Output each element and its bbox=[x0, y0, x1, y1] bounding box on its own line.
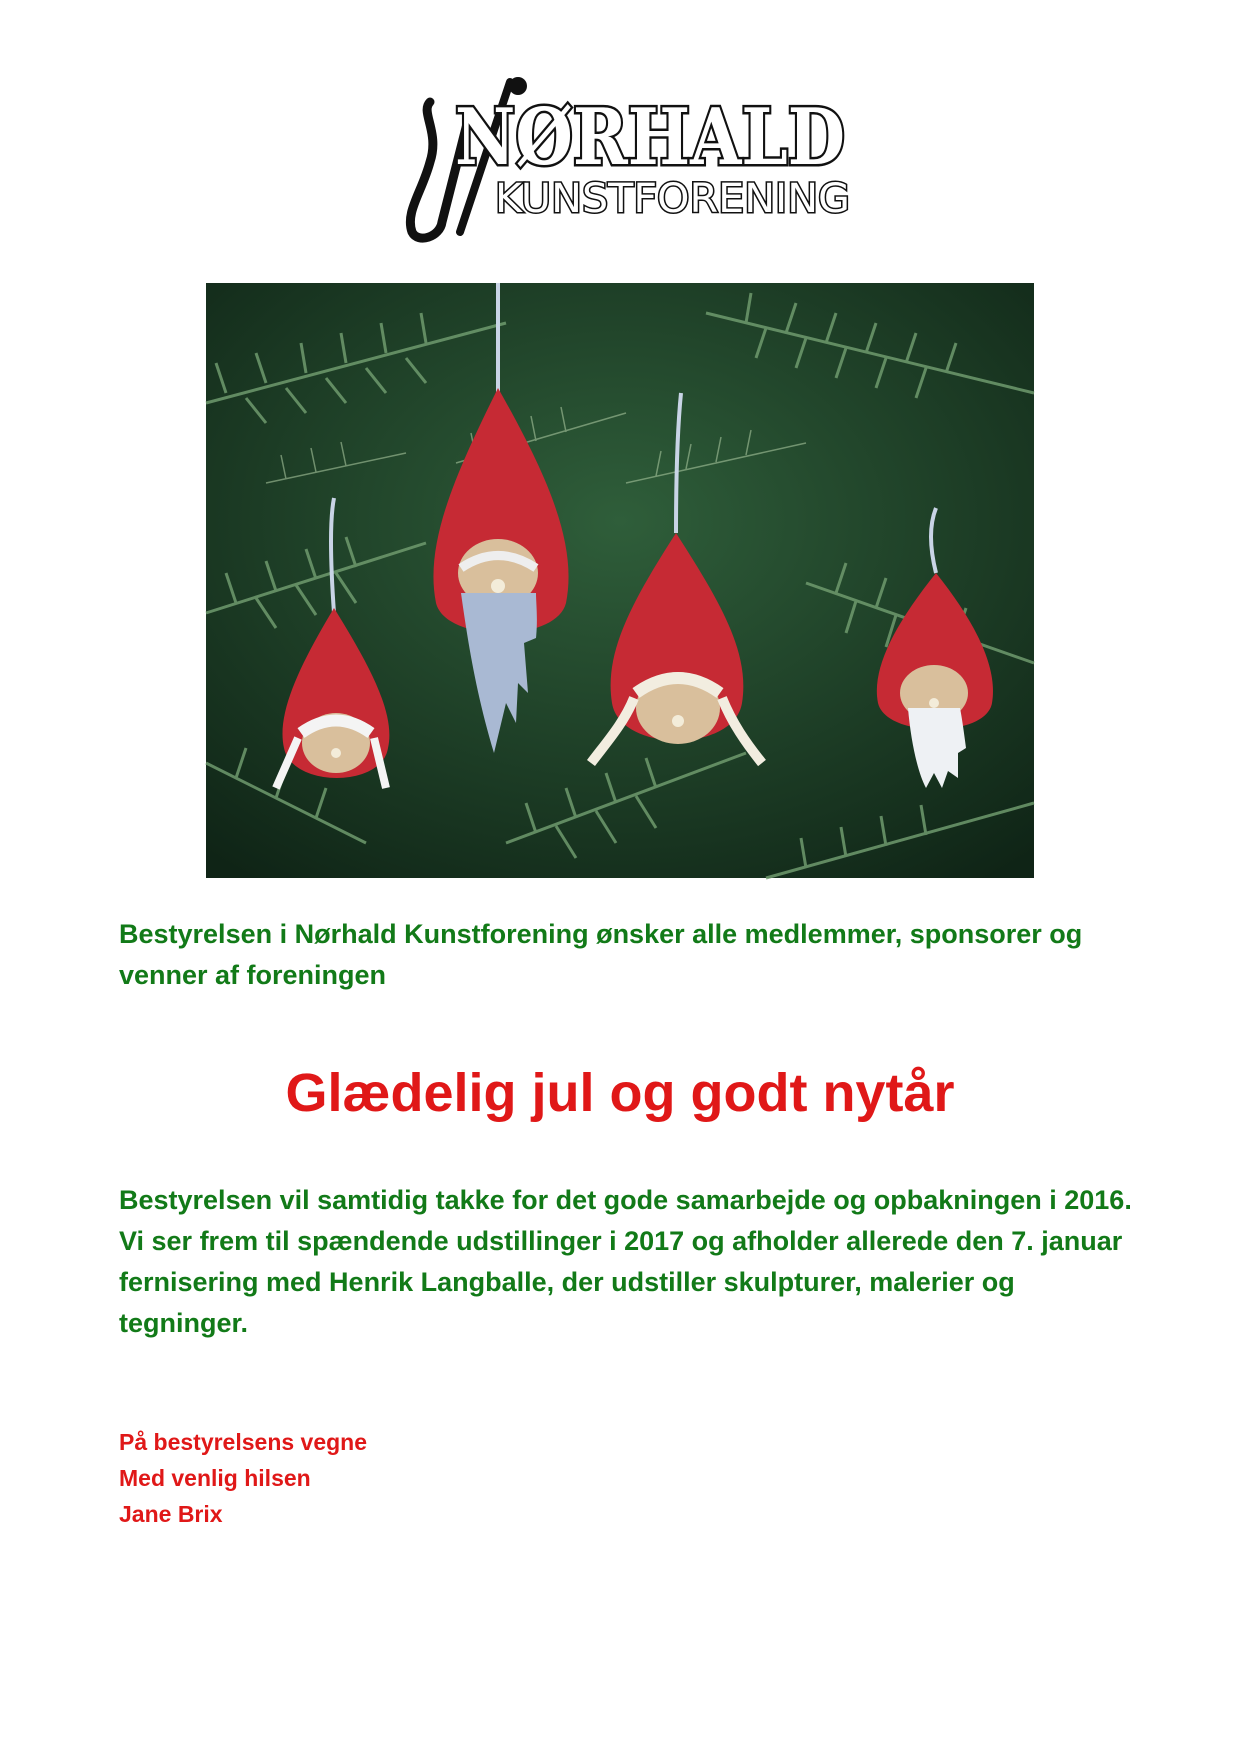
signature-line: På bestyrelsens vegne bbox=[119, 1429, 368, 1455]
body-text: Bestyrelsen vil samtidig takke for det gode samarbejde og opbakningen i 2016. Vi ser frem til spændende udstillinger i 2017 og afholder allerede den 7. januar fernisering med Henrik Langballe, der udstiller skulpturer, malerier og tegninger. bbox=[119, 1185, 1132, 1338]
greeting-heading: Glædelig jul og godt nytår bbox=[285, 1063, 955, 1123]
logo-subtitle: KUNSTFORENING bbox=[495, 176, 850, 222]
signature-block bbox=[119, 1424, 367, 1532]
signature-name: Jane Brix bbox=[119, 1501, 223, 1527]
logo-title: NØRHALD bbox=[455, 92, 845, 183]
logo bbox=[400, 72, 860, 247]
christmas-ornaments-photo bbox=[206, 283, 1034, 878]
intro-text: Bestyrelsen i Nørhald Kunstforening ønsker alle medlemmer, sponsorer og venner af foreningen bbox=[119, 919, 1083, 990]
signature-line: Med venlig hilsen bbox=[119, 1465, 311, 1491]
